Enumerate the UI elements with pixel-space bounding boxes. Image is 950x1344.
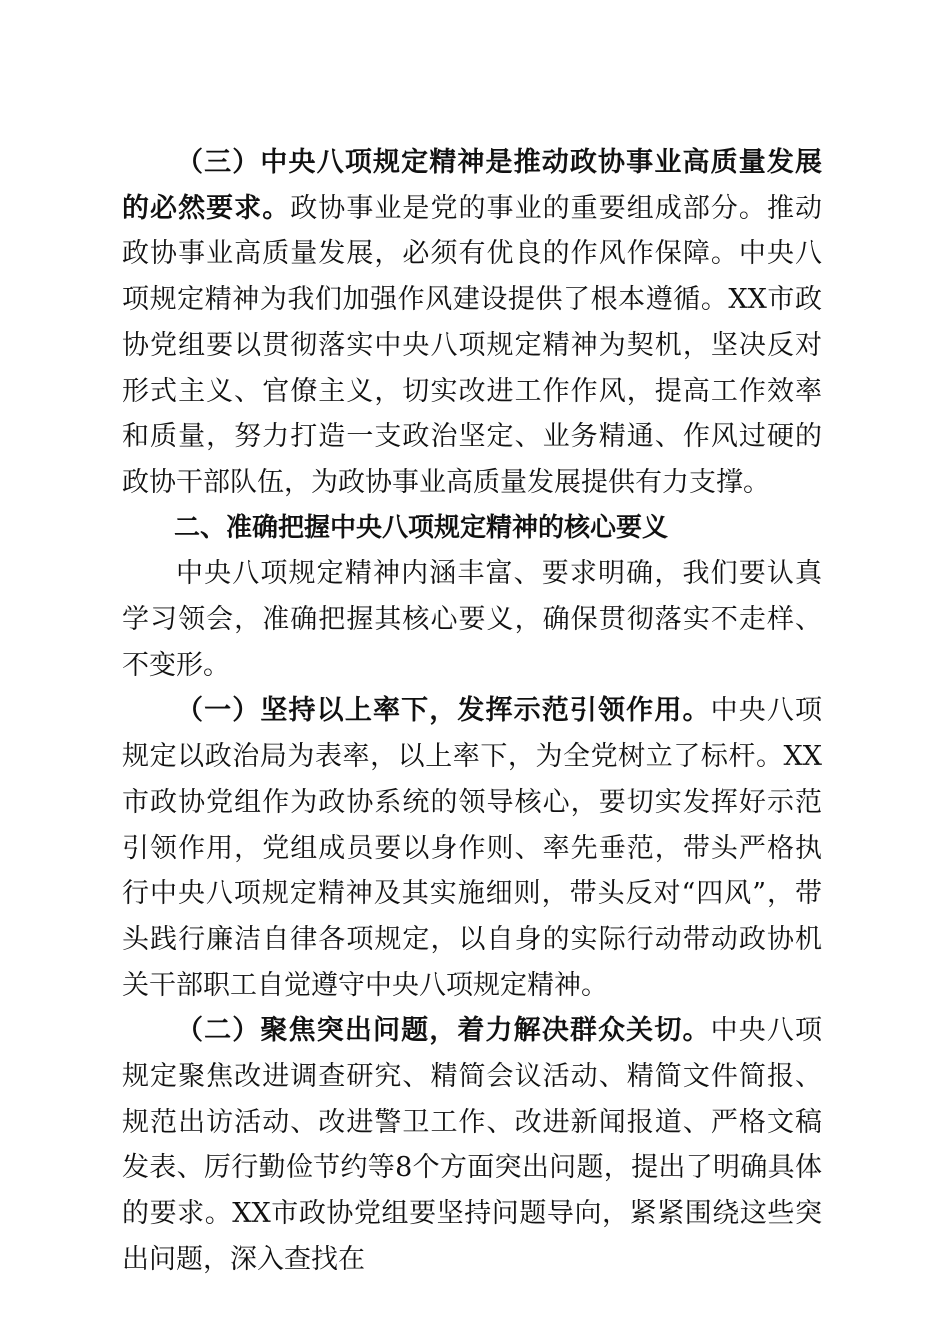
paragraph-section-3 — [122, 140, 822, 506]
paragraph-body: 中央八项规定以政治局为表率，以上率下，为全党树立了标杆。XX市政协党组作为政协系统的领导核心，要切实发挥好示范引领作用，党组成员要以身作则、率先垂范，带头严格执行中央八项规定精神及其实施细则，带头反对“四风”，带头践行廉洁自律各项规定，以自身的实际行动带动政协机关干部职工自觉遵守中央八项规定精神。 — [122, 695, 823, 1001]
paragraph-body: 政协事业是党的事业的重要组成部分。推动政协事业高质量发展，必须有优良的作风作保障。中央八项规定精神为我们加强作风建设提供了根本遵循。XX市政协党组要以贯彻落实中央八项规定精神为契机，坚决反对形式主义、官僚主义，切实改进工作作风，提高工作效率和质量，努力打造一支政治坚定、业务精通、作风过硬的政协干部队伍，为政协事业高质量发展提供有力支撑。 — [122, 192, 822, 498]
paragraph-body: 中央八项规定聚焦改进调查研究、精简会议活动、精简文件简报、规范出访活动、改进警卫工作、改进新闻报道、严格文稿发表、厉行勤俭节约等8个方面突出问题，提出了明确具体的要求。XX市政协党组要坚持问题导向，紧紧围绕这些突出问题，深入查找在 — [122, 1015, 823, 1275]
paragraph-lead: （三）中央八项规定精神是推动政协事业高质量发展的必然要求。 — [122, 147, 822, 224]
paragraph-body: 中央八项规定精神内涵丰富、要求明确，我们要认真学习领会，准确把握其核心要义，确保贯彻落实不走样、不变形。 — [122, 558, 822, 681]
section-heading-2: 二、准确把握中央八项规定精神的核心要义 — [174, 512, 669, 543]
paragraph-subsection-2 — [122, 1008, 822, 1282]
document-page — [122, 140, 822, 1283]
paragraph-lead: （二）聚焦突出问题，着力解决群众关切。 — [176, 1015, 711, 1047]
paragraph-lead: （一）坚持以上率下，发挥示范引领作用。 — [176, 695, 711, 727]
paragraph-subsection-1 — [122, 688, 822, 1008]
paragraph-intro — [122, 551, 822, 688]
